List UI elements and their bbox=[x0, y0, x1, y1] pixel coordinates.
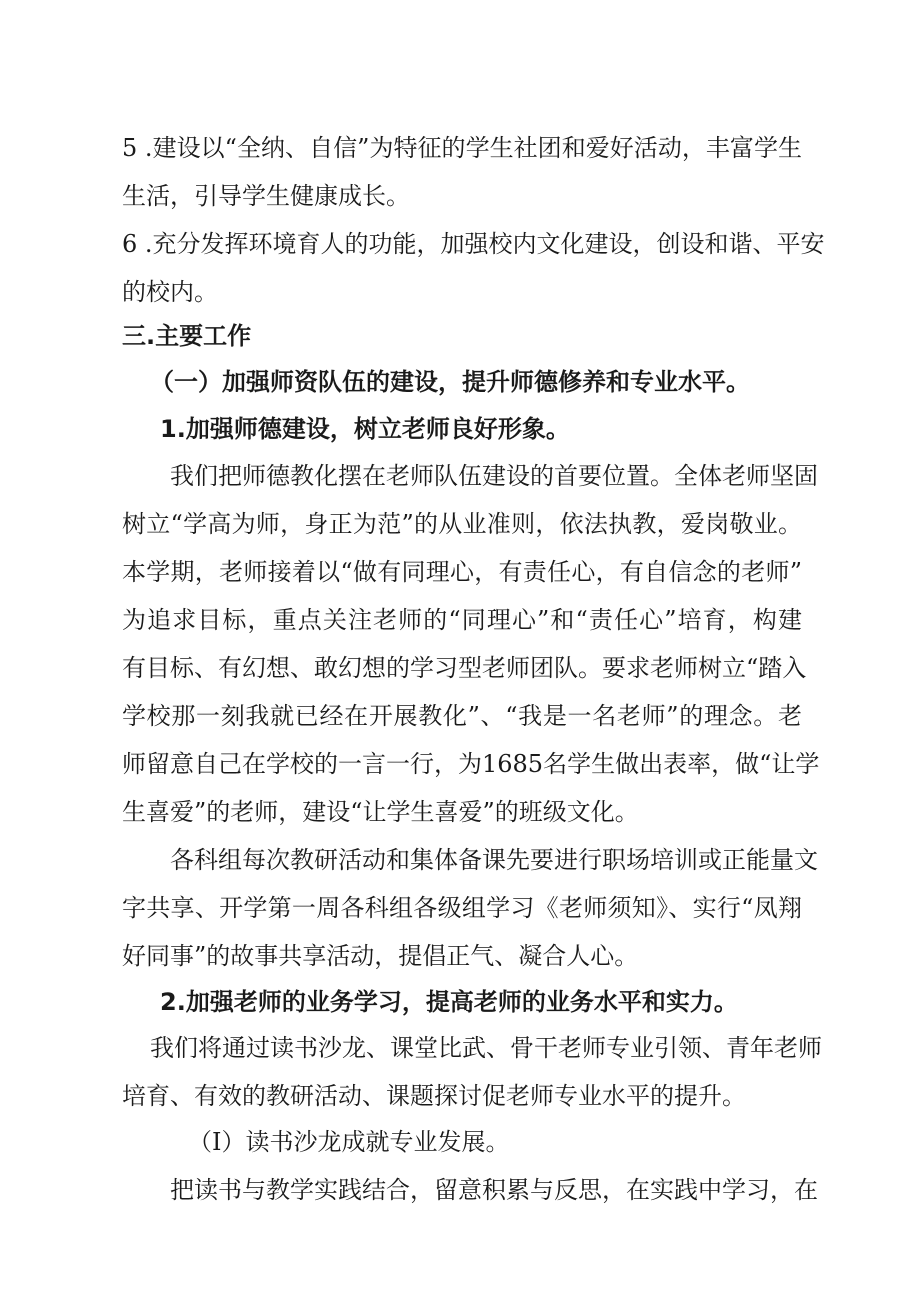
para1-line: 学校那一刻我就已经在开展教化”、“我是一名老师”的理念。老 bbox=[122, 702, 802, 730]
para3-line: 培育、有效的教研活动、课题探讨促老师专业水平的提升。 bbox=[122, 1082, 746, 1110]
para1-line: 生喜爱”的老师，建设“让学生喜爱”的班级文化。 bbox=[122, 798, 639, 826]
section-title: 三.主要工作 bbox=[122, 322, 252, 350]
item6-line2: 的校内。 bbox=[122, 278, 218, 306]
para1-line: 师留意自己在学校的一言一行，为1685名学生做出表率，做“让学 bbox=[122, 750, 820, 778]
item5-line2: 生活，引导学生健康成长。 bbox=[122, 182, 410, 210]
para3-line: 我们将通过读书沙龙、课堂比武、骨干老师专业引领、青年老师 bbox=[150, 1034, 822, 1062]
para1-line: 树立“学高为师，身正为范”的从业准则，依法执教，爱岗敬业。 bbox=[122, 510, 802, 538]
point1-title: 1.加强师德建设，树立老师良好形象。 bbox=[160, 415, 570, 443]
subsection-title: （一）加强师资队伍的建设，提升师德修养和专业水平。 bbox=[150, 368, 750, 396]
para2-line: 好同事”的故事共享活动，提倡正气、凝合人心。 bbox=[122, 942, 639, 970]
para4-line: 把读书与教学实践结合，留意积累与反思，在实践中学习，在 bbox=[170, 1176, 818, 1204]
para2-line: 各科组每次教研活动和集体备课先要进行职场培训或正能量文 bbox=[170, 846, 818, 874]
para1-line: 有目标、有幻想、敢幻想的学习型老师团队。要求老师树立“踏入 bbox=[122, 654, 807, 682]
para1-line: 为追求目标，重点关注老师的“同理心”和“责任心”培育，构建 bbox=[122, 606, 802, 634]
para1-line: 本学期，老师接着以“做有同理心，有责任心，有自信念的老师” bbox=[122, 558, 802, 586]
item6-line1: 6 .充分发挥环境育人的功能，加强校内文化建设，创设和谐、平安 bbox=[122, 230, 825, 258]
para1-line: 我们把师德教化摆在老师队伍建设的首要位置。全体老师坚固 bbox=[170, 462, 818, 490]
sub-i-title: （I）读书沙龙成就专业发展。 bbox=[188, 1128, 510, 1156]
item5-line1: 5 .建设以“全纳、自信”为特征的学生社团和爱好活动，丰富学生 bbox=[122, 134, 802, 162]
para2-line: 字共享、开学第一周各科组各级组学习《老师须知》、实行“凤翔 bbox=[122, 894, 802, 922]
point2-title: 2.加强老师的业务学习，提高老师的业务水平和实力。 bbox=[160, 988, 738, 1016]
